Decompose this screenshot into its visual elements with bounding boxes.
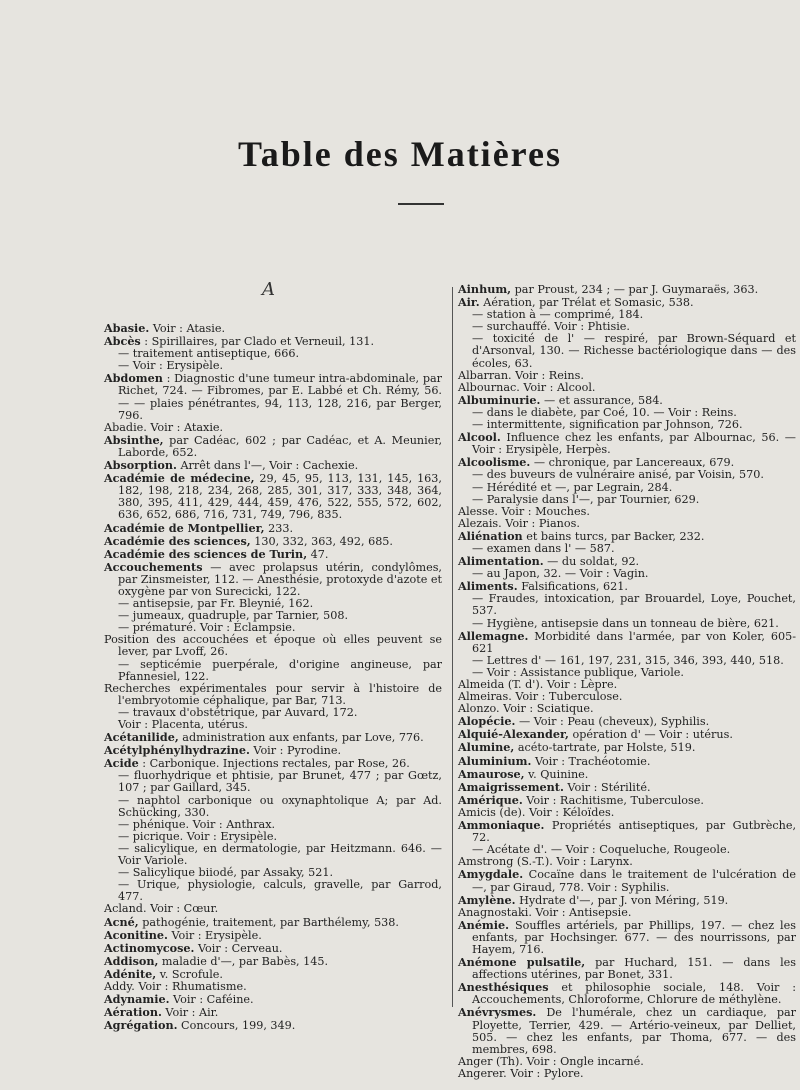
entry-text: par Huchard, 151. — dans les affections utérines, par Bonet, 331. [472,956,797,982]
entry-headword: Abcès [104,334,141,349]
entry-text: Voir : Atasie. [149,322,226,335]
entry-text: Albarran. Voir : Reins. [458,368,584,382]
section-letter-heading: A [262,279,275,300]
entry-text: pathogénie, traitement, par Barthélemy, 538. [138,915,399,929]
entry-headword: Amaigrissement. [458,779,564,794]
entry-text: : Carbonique. Injections rectales, par Rose, 26. [138,757,410,771]
index-entry [458,333,796,369]
entry-headword: Addison, [104,953,159,968]
entry-headword: Aconitine. [104,927,168,942]
entry-text: par Proust, 234 ; — par J. Guymaraës, 363. [511,283,759,296]
entry-headword: Air. [458,295,480,310]
right-column [458,283,796,1080]
index-entry [104,903,442,915]
entry-text: — traitement antiseptique, 666. [118,347,299,361]
entry-text: — jumeaux, quadruple, par Tarnier, 508. [118,609,349,623]
entry-text: Voir : Trachéotomie. [531,754,651,768]
entry-text: administration aux enfants, par Love, 776. [178,731,424,745]
entry-headword: Absorption. [104,458,177,473]
index-entry [104,322,442,335]
entry-text: par Cadéac, 602 ; par Cadéac, et A. Meunier, Laborde, 652. [118,433,442,459]
entry-text: — picrique. Voir : Erysipèle. [118,829,278,843]
entry-text: Abadie. Voir : Ataxie. [104,420,224,434]
index-entry [458,431,796,456]
entry-text: Albournac. Voir : Alcool. [458,380,596,394]
entry-text: Voir : Pyrodine. [249,744,342,758]
entry-headword: Acide [104,756,139,771]
entry-headword: Absinthe, [104,432,164,447]
entry-headword: Acétanilide, [104,730,179,745]
index-entry [104,843,442,867]
entry-text: — septicémie puerpérale, d'origine angineuse, par Pfannesiel, 122. [118,657,442,683]
entry-headword: Adynamie. [104,992,170,1007]
entry-text: Alesse. Voir : Mouches. [458,504,590,518]
entry-headword: Académie de Montpellier, [104,520,265,535]
entry-headword: Anesthésiques [458,980,549,995]
entry-headword: Académie des sciences de Turin, [104,546,308,561]
entry-headword: Ainhum, [458,282,512,296]
entry-text: Amicis (de). Voir : Kéloïdes. [458,805,615,819]
entry-text: Voir : Stérilité. [563,780,651,794]
entry-text: — salicylique, en dermatologie, par Heitzmann. 646. — Voir Variole. [118,841,442,868]
index-entry [458,919,796,956]
entry-headword: Amérique. [458,792,523,807]
entry-text: — toxicité de l' — respiré, par Brown-Séquard et d'Arsonval, 130. — Richesse bactériologique dans — des écoles, 63. [472,332,796,370]
entry-text: Morbidité dans l'armée, par von Koler, 605-621 [472,629,796,655]
entry-text: Falsifications, 621. [517,580,628,594]
entry-headword: Alimentation. [458,554,544,569]
entry-text: 233. [264,521,294,535]
entry-text: : Spirillaires, par Clado et Verneuil, 131. [140,335,375,349]
entry-headword: Alcoolisme. [458,455,531,470]
index-entry [104,372,442,421]
entry-text: — intermittente, signification par Johnson, 726. [472,418,743,432]
entry-text: Aération, par Trélat et Somasic, 538. [479,296,694,310]
entry-text: — au Japon, 32. — Voir : Vagin. [472,567,649,581]
index-entry [104,879,442,903]
index-entry [458,819,796,844]
entry-headword: Acétylphénylhydrazine. [104,743,250,758]
entry-headword: Alopécie. [458,714,516,729]
entry-text: — Fraudes, intoxication, par Brouardel, Loye, Pouchet, 537. [472,592,796,618]
entry-text: — Voir : Erysipèle. [118,359,224,373]
entry-text: Alezais. Voir : Pianos. [458,516,580,530]
entry-text: Alonzo. Voir : Sciatique. [458,702,594,716]
entry-text: — du soldat, 92. [543,555,640,569]
index-entry [104,770,442,794]
entry-text: opération d' — Voir : utérus. [568,728,733,742]
entry-headword: Alumine, [458,740,515,755]
entry-text: — antisepsie, par Fr. Bleynié, 162. [118,597,314,611]
page-title: Table des Matières [238,134,562,174]
entry-text: Concours, 199, 349. [177,1019,296,1033]
entry-text: — Voir : Assistance publique, Variole. [472,665,684,679]
title-rule [398,203,444,205]
entry-text: 29, 45, 95, 113, 131, 145, 163, 182, 198, 218, 234, 268, 285, 301, 317, 333, 348, 364, 380, 395, 411, 429, 444, 459, 476, 522, 555, 572, 602, 636, 652, 686, 716, 731, 749, 796, 835. [118,472,442,522]
entry-text: — avec prolapsus utérin, condylômes, par Zinsmeister, 112. — Anesthésie, protoxyde d'azote et oxygène par von Surecicki, 122. [118,560,442,598]
entry-text: Almeida (T. d'). Voir : Lèpre. [458,678,618,691]
entry-text: : Diagnostic d'une tumeur intra-abdominale, par Richet, 724. — Fibromes, par E. Labbé et Ch. Rémy, 56. — — plaies pénétrantes, 94, 113, 128, 216, par Berger, 796. [118,372,442,422]
entry-headword: Aération. [104,1005,162,1020]
entry-text: — Salicylique biiodé, par Assaky, 521. [118,866,334,880]
entry-text: — Acétate d'. — Voir : Coqueluche, Rougeole. [472,843,731,857]
index-entry [104,744,442,757]
entry-text: — Paralysie dans l'—, par Tournier, 629. [472,492,700,506]
index-entry [458,1006,796,1055]
entry-headword: Agrégation. [104,1018,178,1033]
entry-headword: Anémie. [458,917,510,932]
entry-text: et philosophie sociale, 148. Voir : Accouchements, Chloroforme, Chlorure de méthylène. [472,981,796,1007]
entry-text: — fluorhydrique et phtisie, par Brunet, 477 ; par Gœtz, 107 ; par Gaillard, 345. [118,769,442,795]
entry-text: maladie d'—, par Babès, 145. [158,954,329,968]
entry-text: De l'humérale, chez un cardiaque, par Ployette, Terrier, 429. — Artério-veineux, par Delliet, 505. — chez les enfants, par Thoma, 677. — des membres, 698. [472,1006,796,1056]
entry-text: — travaux d'obstétrique, par Auvard, 172. [118,705,358,719]
entry-text: — Voir : Peau (cheveux), Syphilis. [515,715,710,729]
index-entry [458,593,796,617]
entry-text: — naphtol carbonique ou oxynaphtolique A; par Ad. Schücking, 330. [118,793,442,819]
index-entry [104,434,442,459]
entry-headword: Acné, [104,914,139,929]
entry-headword: Amaurose, [458,766,525,781]
entry-text: Angerer. Voir : Pylore. [458,1066,584,1080]
index-entry [104,683,442,707]
index-entry [458,1068,796,1080]
index-entry [104,1019,442,1032]
entry-text: v. Quinine. [524,767,589,781]
entry-text: — Hérédité et —, par Legrain, 284. [472,480,673,494]
entry-text: — examen dans l' — 587. [472,541,615,555]
entry-headword: Anémone pulsatile, [458,955,586,970]
index-entry [458,419,796,431]
entry-headword: Accouchements [104,559,203,574]
entry-text: — et assurance, 584. [540,393,663,407]
index-entry [458,868,796,893]
left-column [104,322,442,1032]
entry-text: Propriétés antiseptiques, par Gutbrèche, 72. [472,819,796,845]
entry-headword: Albuminurie. [458,392,541,407]
index-entry [104,634,442,658]
entry-text: Voir : Rachitisme, Tuberculose. [522,793,704,807]
entry-text: 47. [307,547,329,561]
entry-text: Voir : Cerveau. [194,941,283,955]
entry-headword: Alquié-Alexander, [458,727,569,742]
entry-headword: Académie des sciences, [104,533,251,548]
entry-headword: Ammoniaque. [458,818,545,833]
entry-text: 130, 332, 363, 492, 685. [250,534,393,548]
entry-headword: Allemagne. [458,628,529,643]
index-entry [458,956,796,981]
entry-text: Anagnostaki. Voir : Antisepsie. [458,905,632,919]
entry-text: Voir : Caféine. [169,993,254,1007]
entry-text: Arrêt dans l'—, Voir : Cachexie. [176,459,359,473]
entry-text: — Lettres d' — 161, 197, 231, 315, 346, 393, 440, 518. [472,653,784,667]
entry-headword: Académie de médecine, [104,471,255,486]
entry-text: — chronique, par Lancereaux, 679. [530,456,735,470]
entry-text: Cocaïne dans le traitement de l'ulcération de —, par Giraud, 778. Voir : Syphilis. [472,868,796,894]
entry-text: Voir : Placenta, utérus. [118,718,248,731]
entry-headword: Abasie. [104,321,150,335]
entry-text: v. Scrofule. [156,967,223,981]
entry-text: Addy. Voir : Rhumatisme. [104,979,247,993]
entry-headword: Aluminium. [458,753,532,768]
entry-text: — Hygiène, antisepsie dans un tonneau de bière, 621. [472,616,779,630]
index-entry [458,981,796,1006]
entry-text: — Urique, physiologie, calculs, gravelle, par Garrod, 477. [118,878,442,904]
entry-text: et bains turcs, par Backer, 232. [522,529,705,543]
entry-text: Anger (Th). Voir : Ongle incarné. [458,1054,644,1068]
entry-headword: Amylène. [458,892,516,907]
entry-text: Amstrong (S.-T.). Voir : Larynx. [458,855,633,869]
entry-text: Voir : Erysipèle. [167,928,262,942]
entry-headword: Aliments. [458,579,518,594]
entry-text: Voir : Air. [161,1006,219,1020]
index-entry [104,795,442,819]
index-entry [104,659,442,683]
entry-text: Influence chez les enfants, par Albournac, 56. — Voir : Erysipèle, Herpès. [472,431,796,457]
entry-text: Hydrate d'—, par J. von Méring, 519. [515,893,729,907]
entry-headword: Abdomen [104,371,163,386]
entry-headword: Actinomycose. [104,940,195,955]
entry-text: — station à — comprimé, 184. [472,308,644,322]
entry-text: Almeiras. Voir : Tuberculose. [458,690,623,704]
entry-text: acéto-tartrate, par Holste, 519. [514,741,696,755]
entry-headword: Amygdale. [458,867,524,882]
entry-text: — surchauffé. Voir : Phtisie. [472,320,630,334]
index-entry [104,561,442,598]
entry-text: Acland. Voir : Cœur. [104,902,219,916]
entry-headword: Anévrysmes. [458,1005,537,1020]
entry-text: — phénique. Voir : Anthrax. [118,817,276,831]
column-divider [452,287,453,1007]
entry-headword: Adénite, [104,966,157,981]
entry-headword: Aliénation [458,528,523,543]
entry-headword: Alcool. [458,430,501,445]
index-entry [458,630,796,655]
entry-text: Position des accouchées et époque où elles peuvent se lever, par Lvoff, 26. [104,633,442,659]
entry-text: — des buveurs de vulnéraire anisé, par Voisin, 570. [472,468,764,482]
index-entry [104,472,442,521]
entry-text: Recherches expérimentales pour servir à l'histoire de l'embryotomie céphalique, par Bar, 713. [104,681,442,707]
entry-text: — prématuré. Voir : Éclampsie. [118,621,296,635]
index-entry [458,283,796,296]
entry-text: — dans le diabète, par Coé, 10. — Voir : Reins. [472,405,737,419]
entry-text: Souffles artériels, par Phillips, 197. — chez les enfants, par Hochsinger. 677. — des nourrissons, par Hayem, 716. [472,918,796,956]
